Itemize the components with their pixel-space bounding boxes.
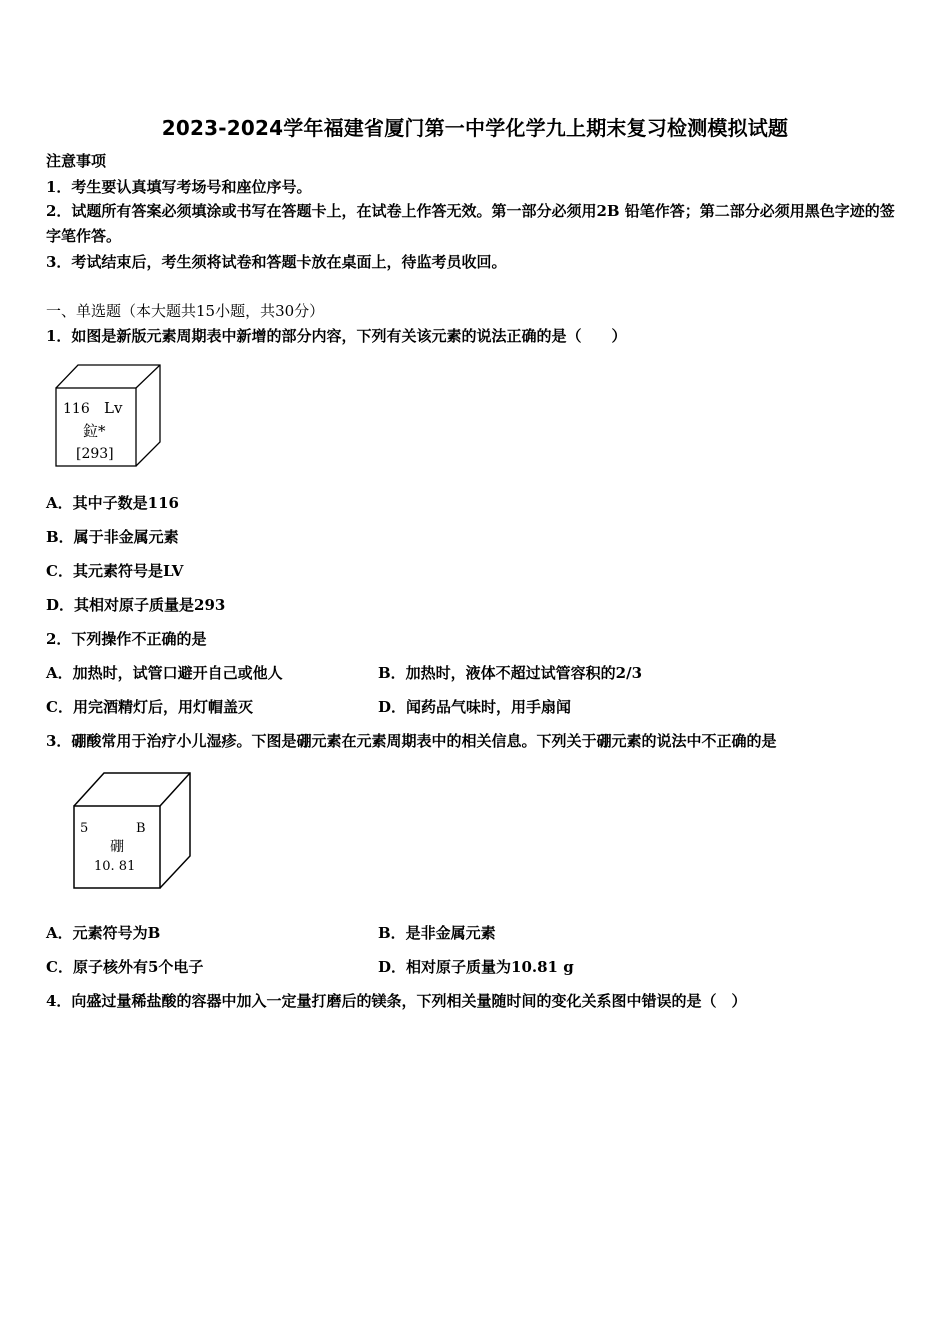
question-1-option-a: A．其中子数是116 — [46, 494, 179, 512]
question-1-stem: 1．如图是新版元素周期表中新增的部分内容，下列有关该元素的说法正确的是（ ） — [46, 327, 627, 345]
cube-diagonal-edge — [160, 773, 190, 806]
question-2-stem: 2．下列操作不正确的是 — [46, 630, 207, 648]
question-2-option-b: B．加热时，液体不超过试管容积的2/3 — [378, 664, 643, 682]
notice-item-3: 3．考试结束后，考生须将试卷和答题卡放在桌面上，待监考员收回。 — [46, 253, 507, 271]
question-2-option-d: D．闻药品气味时，用手扇闻 — [378, 698, 572, 716]
atomic-number: 5 — [80, 821, 89, 836]
question-3-option-b: B．是非金属元素 — [378, 924, 496, 942]
question-2-option-a: A．加热时，试管口避开自己或他人 — [46, 664, 283, 682]
element-symbol: Lv — [104, 399, 123, 417]
element-card-boron — [72, 770, 194, 892]
question-2-option-c: C．用完酒精灯后，用灯帽盖灭 — [46, 698, 253, 716]
element-symbol: B — [136, 821, 146, 836]
question-3-option-d: D．相对原子质量为10.81 g — [378, 958, 574, 976]
question-1-option-b: B．属于非金属元素 — [46, 528, 179, 546]
atomic-mass: 10. 81 — [94, 859, 136, 874]
element-card-lv — [54, 362, 164, 470]
question-3-option-a: A．元素符号为B — [46, 924, 161, 942]
atomic-number: 116 — [63, 401, 90, 417]
notice-item-1: 1．考生要认真填写考场号和座位序号。 — [46, 178, 312, 196]
element-name: 硼 — [110, 839, 124, 855]
notice-item-2: 2．试题所有答案必须填涂或书写在答题卡上，在试卷上作答无效。第一部分必须用2B 铅笔作答；第二部分必须用黑色字迹的签字笔作答。 — [46, 202, 895, 245]
question-1-option-c: C．其元素符号是LV — [46, 562, 184, 580]
question-4-stem: 4．向盛过量稀盐酸的容器中加入一定量打磨后的镁条，下列相关量随时间的变化关系图中错误的是（ ） — [46, 992, 747, 1010]
notice-heading: 注意事项 — [46, 152, 107, 170]
question-3-option-c: C．原子核外有5个电子 — [46, 958, 204, 976]
page-title: 2023-2024学年福建省厦门第一中学化学九上期末复习检测模拟试题 — [161, 116, 789, 140]
section-heading: 一、单选题（本大题共15小题，共30分） — [46, 302, 325, 320]
cube-diagonal-edge — [136, 365, 160, 388]
question-1-option-d: D．其相对原子质量是293 — [46, 596, 226, 614]
atomic-mass: [293] — [76, 446, 114, 462]
element-name: 鉝* — [83, 422, 106, 440]
question-3-stem: 3．硼酸常用于治疗小儿湿疹。下图是硼元素在元素周期表中的相关信息。下列关于硼元素的说法中不正确的是 — [46, 732, 777, 750]
